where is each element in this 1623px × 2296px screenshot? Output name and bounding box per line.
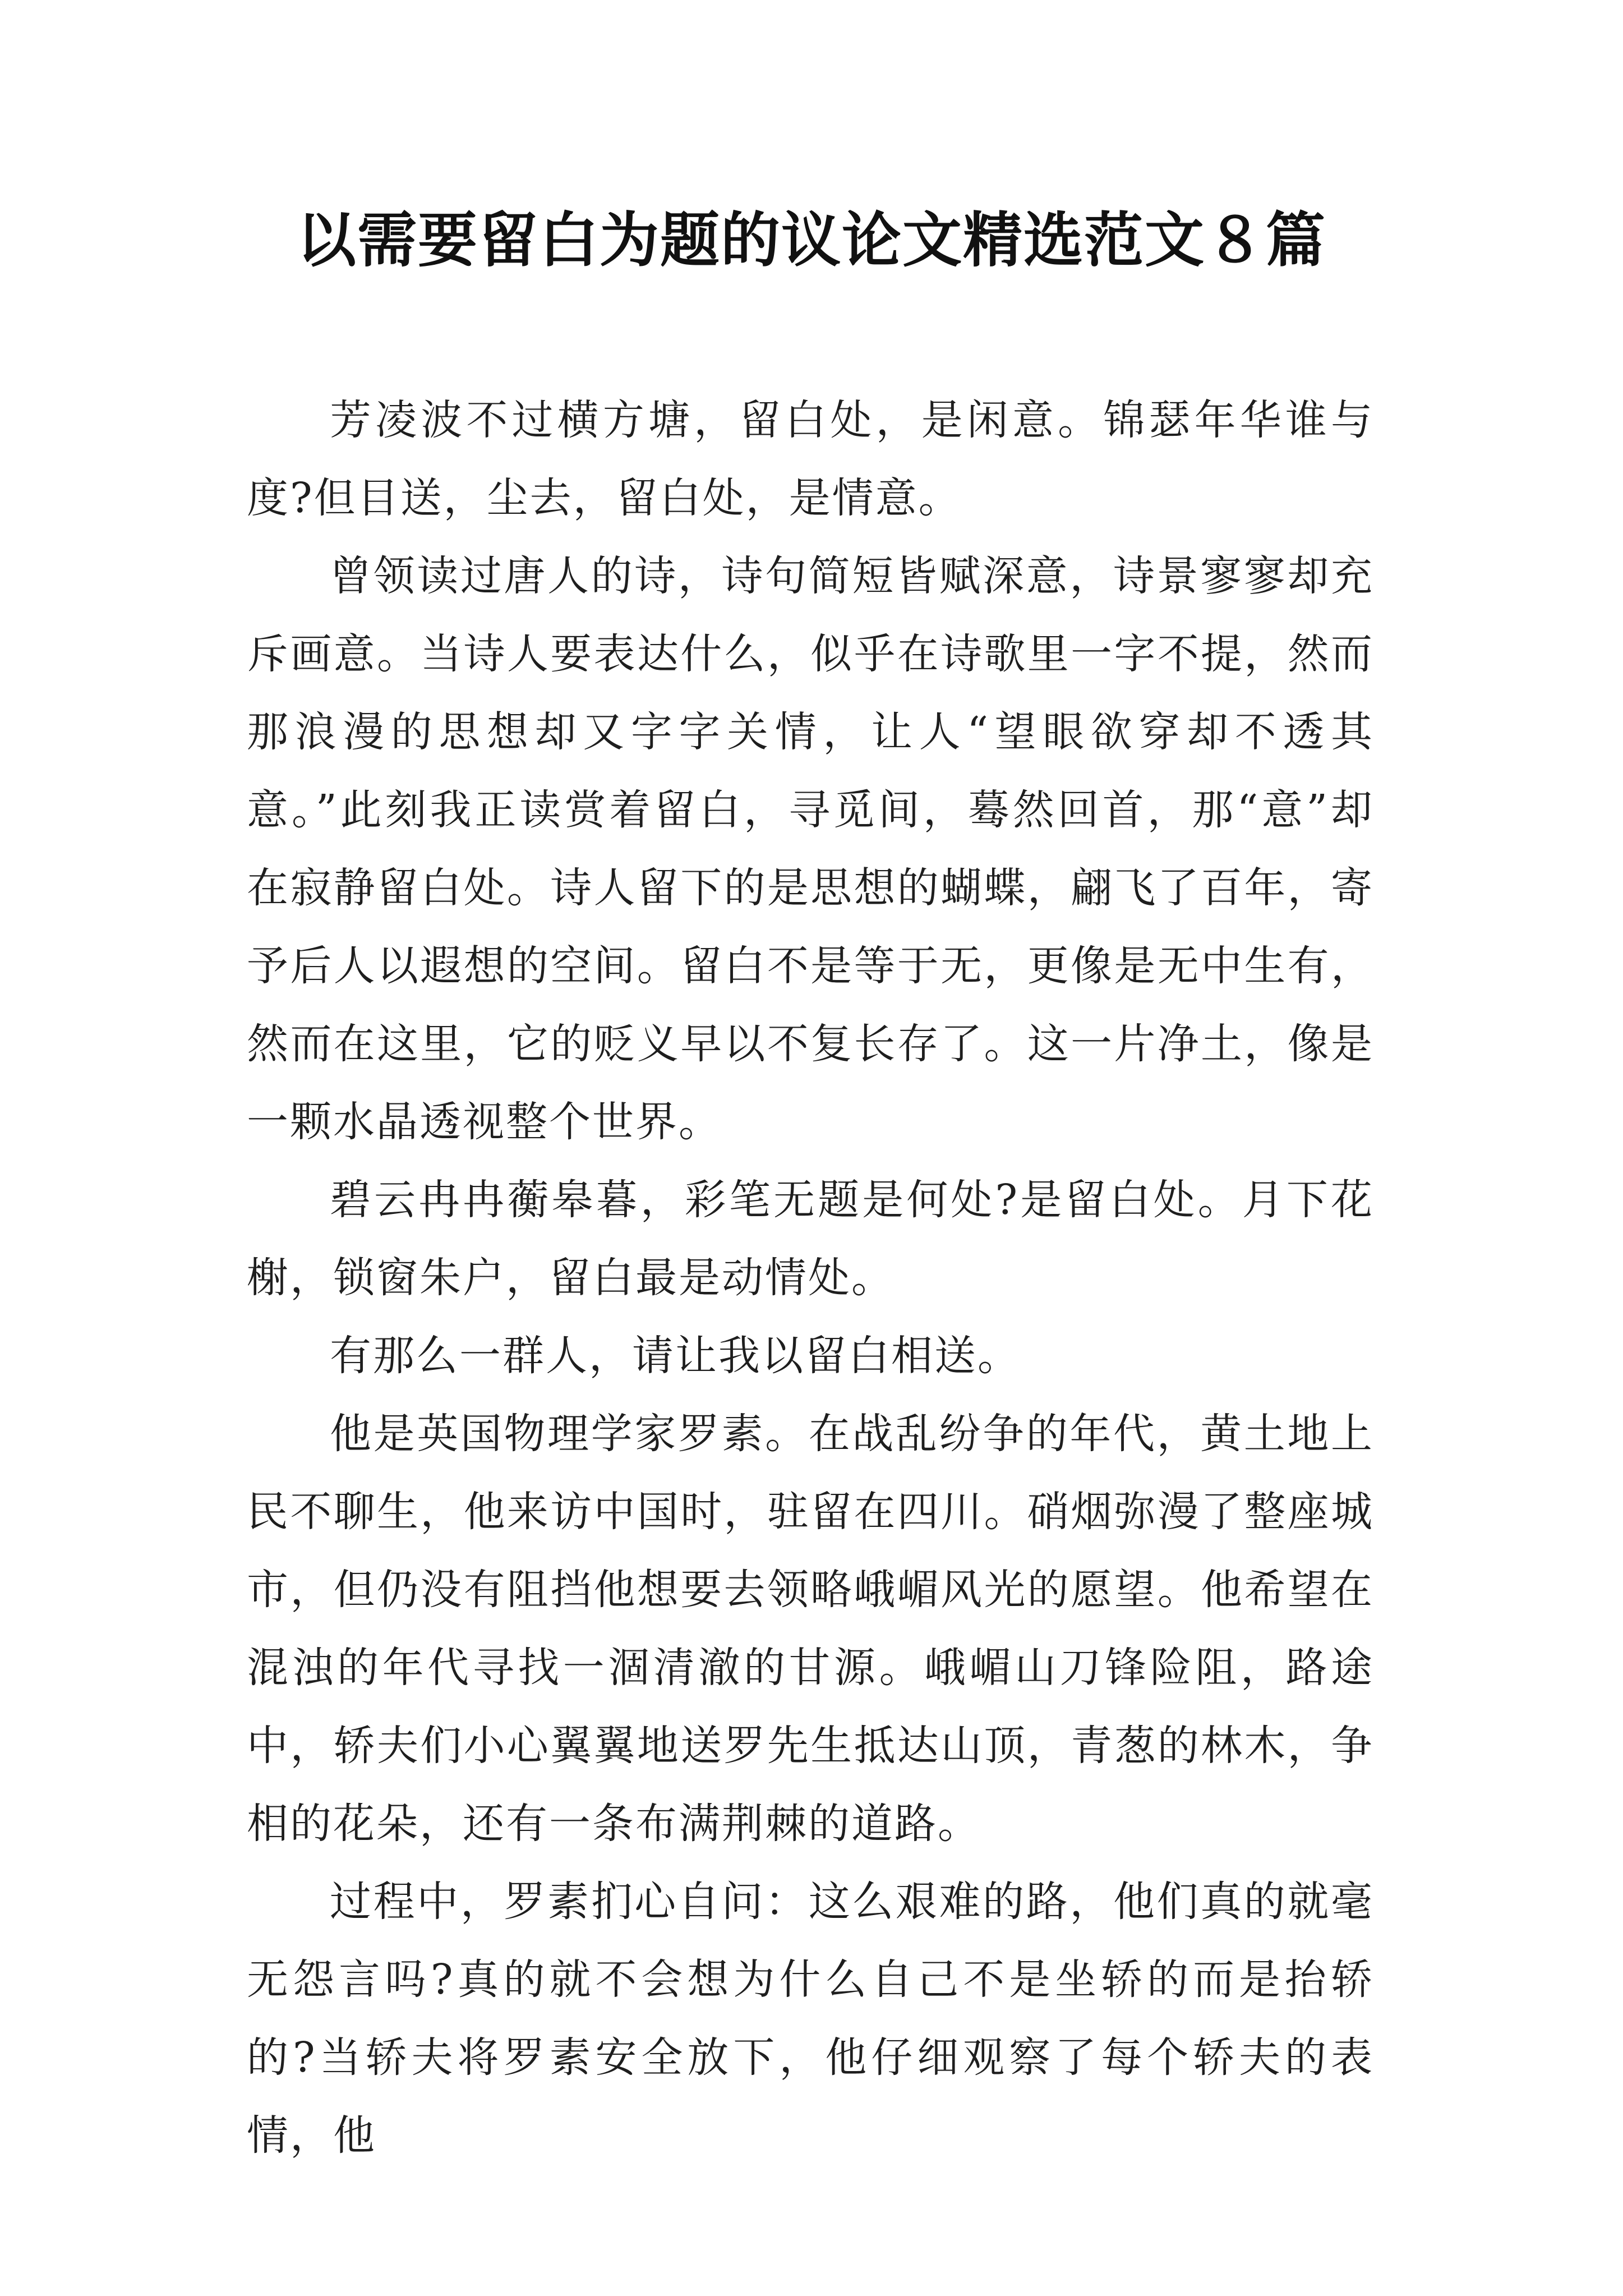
paragraph: 芳凌波不过横方塘，留白处，是闲意。锦瑟年华谁与度?但目送，尘去，留白处，是情意。 bbox=[247, 396, 1374, 522]
paragraph: 曾领读过唐人的诗，诗句简短皆赋深意，诗景寥寥却充斥画意。当诗人要表达什么，似乎在诗歌里一字不提，然而那浪漫的思想却又字字关情，让人“望眼欲穿却不透其意。”此刻我正读赏着留白，寻觅间，蓦然回首，那“意”却在寂静留白处。诗人留下的是思想的蝴蝶，翩飞了百年，寄予后人以遐想的空间。留白不是等于无，更像是无中生有，然而在这里，它的贬义早以不复长存了。这一片净土，像是一颗水晶透视整个世界。 bbox=[247, 552, 1374, 1146]
document-title: 以需要留白为题的议论文精选范文８篇 bbox=[297, 205, 1326, 275]
paragraph: 碧云冉冉蘅皋暮，彩笔无题是何处?是留白处。月下花榭，锁窗朱户，留白最是动情处。 bbox=[247, 1176, 1374, 1302]
paragraph: 过程中，罗素扪心自问：这么艰难的路，他们真的就毫无怨言吗?真的就不会想为什么自己不是坐轿的而是抬轿的?当轿夫将罗素安全放下，他仔细观察了每个轿夫的表情，他 bbox=[247, 1878, 1374, 2160]
paragraph: 他是英国物理学家罗素。在战乱纷争的年代，黄土地上民不聊生，他来访中国时，驻留在四川。硝烟弥漫了整座城市，但仍没有阻挡他想要去领略峨嵋风光的愿望。他希望在混浊的年代寻找一涸清澈的甘源。峨嵋山刀锋险阻，路途中，轿夫们小心翼翼地送罗先生抵达山顶，青葱的林木，争相的花朵，还有一条布满荆棘的道路。 bbox=[247, 1410, 1374, 1848]
paragraph: 有那么一群人，请让我以留白相送。 bbox=[330, 1332, 1021, 1380]
document-body bbox=[247, 381, 1374, 2175]
